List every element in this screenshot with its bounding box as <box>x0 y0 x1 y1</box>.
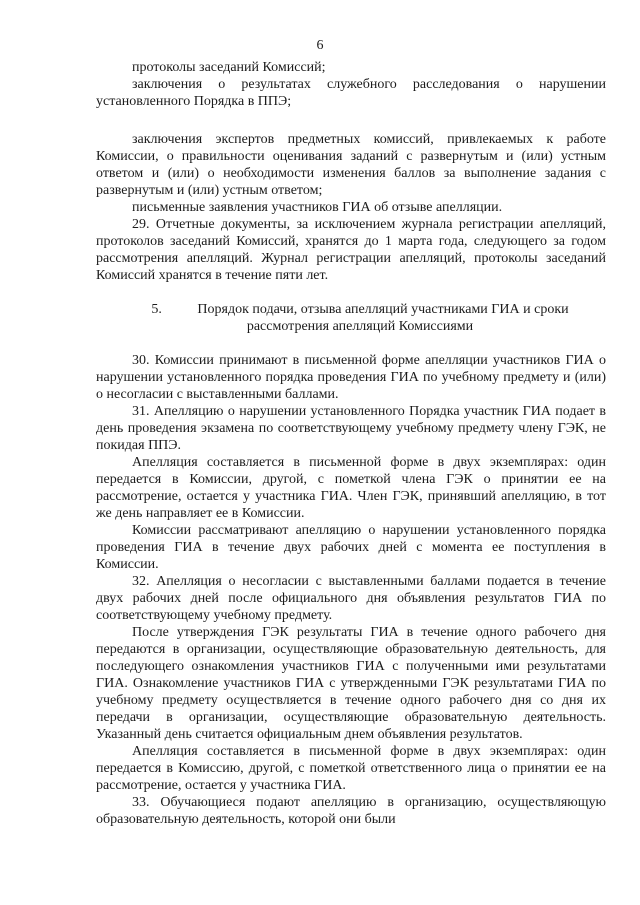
paragraph: заключения экспертов предметных комиссий, привлекаемых к работе Комиссии, о правильности оценивания заданий с развернутым и (или) устным ответом и (или) о необходимости изменения баллов за выполнение задания с развернутым и (или) устным ответом; <box>96 132 606 198</box>
paragraph: письменные заявления участников ГИА об отзыве апелляции. <box>132 200 503 215</box>
paragraph: 31. Апелляцию о нарушении установленного Порядка участник ГИА подает в день проведения экзамена по соответствующему учебному предмету члену ГЭК, не покидая ППЭ. <box>96 404 606 453</box>
paragraph: 32. Апелляция о несогласии с выставленными баллами подается в течение двух рабочих дней после официального дня объявления результатов ГИА по соответствующему учебному предмету. <box>96 574 606 623</box>
section-heading <box>96 301 606 335</box>
page-number: 6 <box>316 38 324 53</box>
blank-line <box>96 110 606 131</box>
section-number: 5. <box>151 302 162 317</box>
paragraph: заключения о результатах служебного расследования о нарушении установленного Порядка в ППЭ; <box>96 77 606 109</box>
paragraph: Апелляция составляется в письменной форме в двух экземплярах: один передается в Комиссии, другой, с пометкой члена ГЭК о принятии ее на рассмотрение, остается у участника ГИА. Член ГЭК, принявший апелляцию, в тот же день направляет ее в Комиссии. <box>96 455 606 521</box>
paragraph: 33. Обучающиеся подают апелляцию в организацию, осуществляющую образовательную деятельность, которой они были <box>96 795 606 827</box>
paragraph: После утверждения ГЭК результаты ГИА в течение одного рабочего дня передаются в организации, осуществляющие образовательную деятельность, для последующего ознакомления участников ГИА с полученными ими результатами ГИА. Ознакомление участников ГИА с утвержденными ГЭК результатами ГИА по учебному предмету осуществляется в течение одного рабочего дня со дня их передачи в организации, осуществляющие образовательную деятельность. Указанный день считается официальным днем объявления результатов. <box>96 625 606 742</box>
paragraph: Апелляция составляется в письменной форме в двух экземплярах: один передается в Комиссию, другой, с пометкой ответственного лица о принятии ее на рассмотрение, остается у участника ГИА. <box>96 744 606 793</box>
paragraph: 30. Комиссии принимают в письменной форме апелляции участников ГИА о нарушении установленного порядка проведения ГИА по учебному предмету и (или) о несогласии с выставленными баллами. <box>96 353 606 402</box>
paragraph: протоколы заседаний Комиссий; <box>132 60 326 75</box>
blank-line <box>96 284 606 301</box>
paragraph: 29. Отчетные документы, за исключением журнала регистрации апелляций, протоколов заседаний Комиссий, хранятся до 1 марта года, следующего за годом рассмотрения апелляций. Журнал регистрации апелляций, протоколы заседаний Комиссий хранятся в течение пяти лет. <box>96 217 606 283</box>
document-body <box>96 59 606 828</box>
paragraph: Комиссии рассматривают апелляцию о нарушении установленного порядка проведения ГИА в течение двух рабочих дней с момента ее поступления в Комиссии. <box>96 523 606 572</box>
section-title: Порядок подачи, отзыва апелляций участниками ГИА и сроки рассмотрения апелляций Комиссиями <box>197 302 569 334</box>
blank-line <box>96 335 606 352</box>
